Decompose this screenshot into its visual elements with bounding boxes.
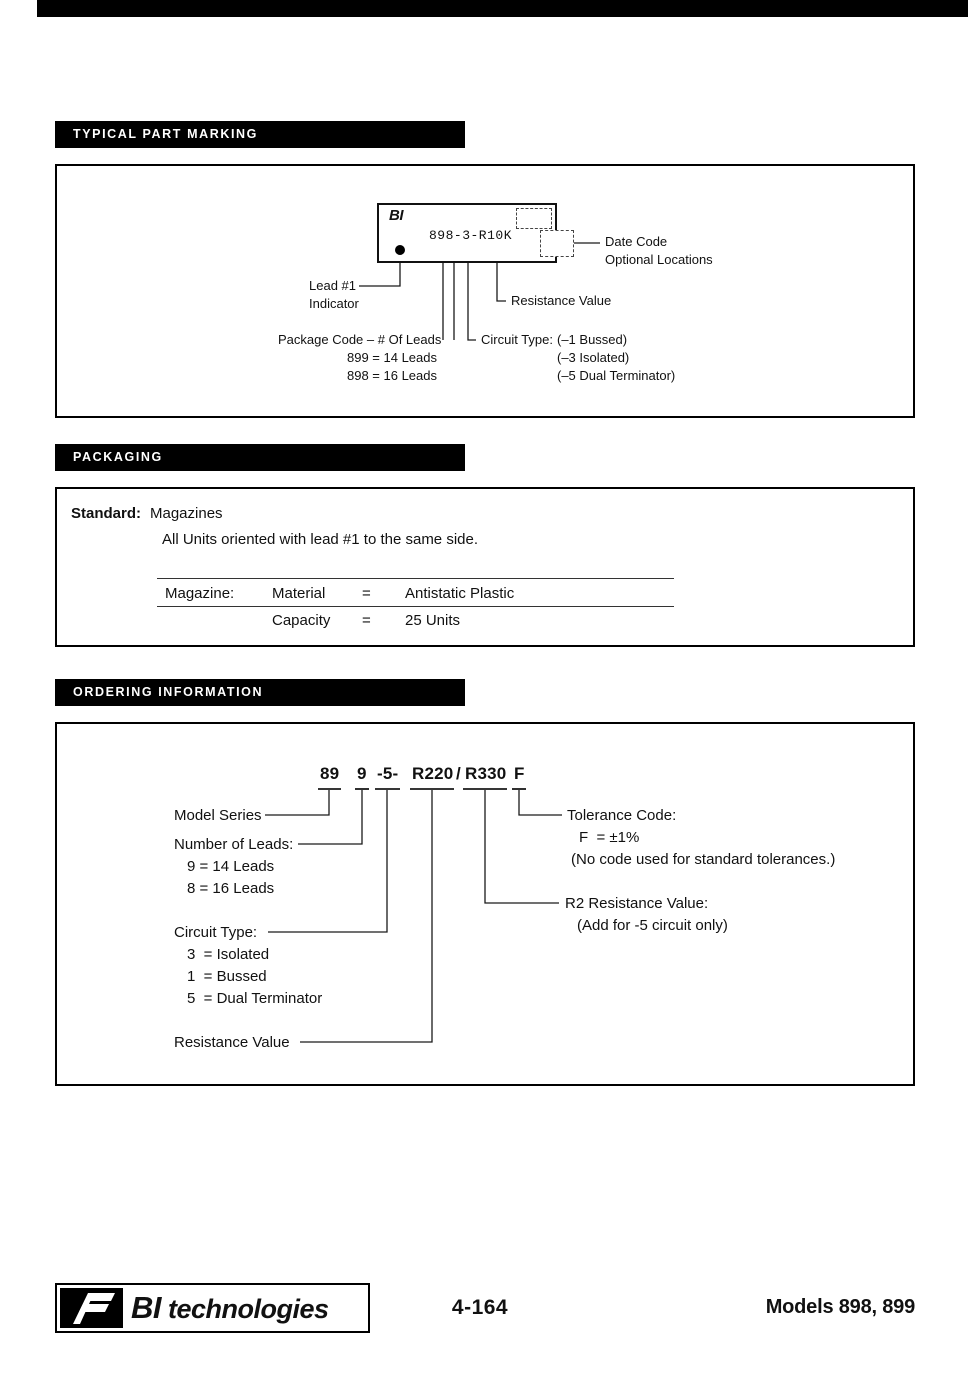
tolerance-code-line — [519, 790, 562, 815]
part-number-r1: R220 — [412, 764, 454, 783]
ordering-box — [55, 722, 915, 1086]
date-code-label-line2: Optional Locations — [605, 252, 713, 267]
brand-technologies: technologies — [161, 1294, 329, 1324]
resistance-value-label-ordering: Resistance Value — [174, 1034, 290, 1051]
model-series-line — [265, 790, 329, 815]
magazine-table-rule-mid — [157, 606, 674, 607]
lead1-indicator-dot — [395, 245, 405, 255]
leads-option-9: 9 = 14 Leads — [187, 858, 275, 875]
package-code-label: Package Code – # Of Leads — [278, 332, 442, 347]
component-drawing — [377, 203, 557, 263]
package-code-opt-898: 898 = 16 Leads — [347, 368, 437, 383]
magazine-row-capacity-eq: = — [362, 612, 371, 629]
standard-label: Standard: — [71, 505, 142, 522]
part-number-model: 89 — [320, 764, 340, 783]
orientation-note: All Units oriented with lead #1 to the same side. — [162, 531, 479, 548]
tolerance-code-value: F = ±1% — [579, 829, 640, 846]
package-code-opt-899: 899 = 14 Leads — [347, 350, 437, 365]
top-rule-bar — [37, 0, 968, 17]
magazine-row-material-name: Material — [272, 585, 326, 602]
resistance-value-label: Resistance Value — [511, 293, 612, 308]
section-header-typical-part-marking — [55, 121, 465, 148]
circuit-type-callout-line — [468, 263, 476, 340]
circuit-option-bussed: 1 = Bussed — [187, 968, 267, 985]
models-label: Models 898, 899 — [765, 1296, 915, 1318]
tolerance-code-note: (No code used for standard tolerances.) — [571, 851, 836, 868]
part-number-leads: 9 — [357, 764, 367, 783]
circuit-type-opt-isolated: (–3 Isolated) — [557, 350, 630, 365]
number-of-leads-label: Number of Leads: — [174, 836, 294, 853]
r2-resistance-line — [485, 790, 559, 903]
lead1-label-line1: Lead #1 — [309, 278, 356, 293]
resistance-callout-line — [497, 263, 506, 301]
magazine-row-material-value: Antistatic Plastic — [405, 585, 515, 602]
tolerance-code-label: Tolerance Code: — [567, 807, 677, 824]
magazine-table-rule-top — [157, 578, 674, 579]
standard-value: Magazines — [150, 505, 223, 522]
circuit-option-isolated: 3 = Isolated — [187, 946, 270, 963]
part-number-slash: / — [456, 764, 461, 783]
brand-wordmark — [131, 1290, 329, 1326]
section-header-ordering — [55, 679, 465, 706]
part-marking-box — [55, 164, 915, 418]
model-series-label: Model Series — [174, 807, 262, 824]
part-marking-text: 898-3-R10K — [429, 228, 513, 243]
circuit-type-opt-bussed: (–1 Bussed) — [557, 332, 628, 347]
section-title-marking: TYPICAL PART MARKING — [73, 127, 259, 141]
magazine-row-capacity-value: 25 Units — [405, 612, 461, 629]
magazine-row-capacity-name: Capacity — [272, 612, 331, 629]
magazine-row-material-eq: = — [362, 585, 371, 602]
leads-option-8: 8 = 16 Leads — [187, 880, 275, 897]
part-logo: BI — [389, 207, 403, 224]
circuit-type-line — [268, 790, 387, 932]
circuit-type-label: Circuit Type: — [481, 332, 554, 347]
flag-icon — [60, 1288, 123, 1328]
page-number: 4-164 — [451, 1296, 509, 1319]
magazine-label: Magazine: — [165, 585, 235, 602]
date-code-location-box-side — [540, 230, 574, 257]
section-title-packaging: PACKAGING — [73, 450, 163, 464]
number-of-leads-line — [298, 790, 362, 844]
date-code-label-line1: Date Code — [605, 234, 668, 249]
part-number-tolerance: F — [514, 764, 525, 783]
lead1-callout-line — [359, 263, 400, 286]
brand-bi: BI — [131, 1290, 161, 1325]
r2-resistance-note: (Add for -5 circuit only) — [577, 917, 728, 934]
circuit-option-dual: 5 = Dual Terminator — [187, 990, 323, 1007]
lead1-label-line2: Indicator — [309, 296, 359, 311]
part-number-circuit: -5- — [377, 764, 399, 783]
circuit-type-label-ordering: Circuit Type: — [174, 924, 258, 941]
brand-logo-box — [55, 1283, 370, 1333]
r2-resistance-label: R2 Resistance Value: — [565, 895, 709, 912]
packaging-box — [55, 487, 915, 647]
section-header-packaging — [55, 444, 465, 471]
date-code-location-box-top — [516, 208, 552, 229]
bi-flag-logo — [60, 1288, 123, 1328]
part-number-r2: R330 — [465, 764, 507, 783]
section-title-ordering: ORDERING INFORMATION — [73, 685, 264, 699]
circuit-type-opt-dual: (–5 Dual Terminator) — [557, 368, 676, 383]
